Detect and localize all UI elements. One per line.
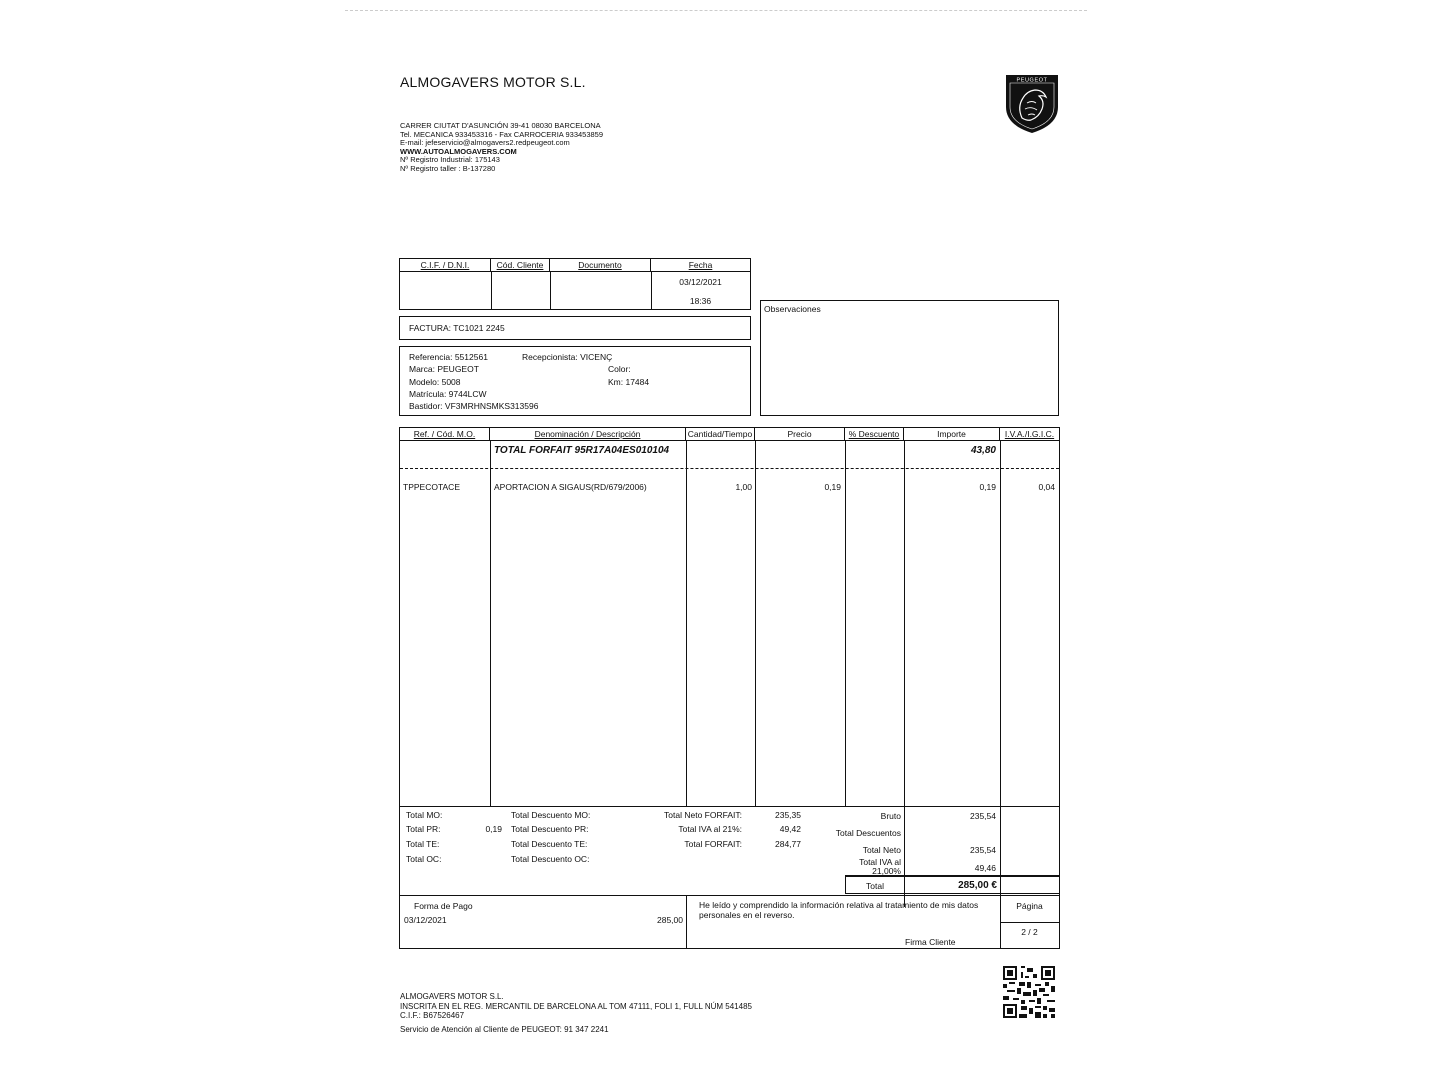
matricula: Matrícula: 9744LCW bbox=[409, 389, 487, 399]
top-divider bbox=[345, 10, 1087, 11]
total-iva-label-line1: Total IVA al bbox=[859, 857, 901, 867]
email-line: E-mail: jefeservicio@almogavers2.redpeugeot.com bbox=[400, 138, 570, 148]
documento-label: Documento bbox=[550, 259, 651, 271]
col-denominacion-header: Denominación / Descripción bbox=[490, 428, 686, 440]
forfait-importe: 43,80 bbox=[970, 445, 996, 456]
col-descuento-header: % Descuento bbox=[845, 428, 904, 440]
forfait-description: TOTAL FORFAIT 95R17A04ES010104 bbox=[494, 445, 670, 456]
total-iva-value: 49,46 bbox=[974, 863, 996, 873]
row-description: APORTACION A SIGAUS(RD/679/2006) bbox=[494, 482, 647, 492]
referencia: Referencia: 5512561 bbox=[409, 352, 488, 362]
total-pr-label: Total PR: bbox=[406, 824, 441, 834]
fecha-label: Fecha bbox=[688, 260, 713, 270]
address-line: CARRER CIUTAT D'ASUNCIÓN 39-41 08030 BARCELONA bbox=[400, 121, 601, 130]
observaciones-label: Observaciones bbox=[764, 304, 821, 314]
privacy-text bbox=[699, 900, 978, 920]
bruto-label: Bruto bbox=[880, 811, 901, 821]
website-line: WWW.AUTOALMOGAVERS.COM bbox=[400, 146, 517, 156]
desc-mo-label: Total Descuento MO: bbox=[511, 810, 591, 820]
company-address bbox=[400, 122, 603, 174]
factura-number: FACTURA: TC1021 2245 bbox=[409, 323, 505, 333]
peugeot-logo-icon bbox=[1003, 73, 1061, 135]
modelo: Modelo: 5008 bbox=[409, 377, 461, 387]
cod-cliente-label: Cód. Cliente bbox=[491, 259, 550, 271]
privacy-line2: personales en el reverso. bbox=[699, 910, 795, 920]
registro-taller: Nº Registro taller : B-137280 bbox=[400, 163, 496, 173]
bastidor: Bastidor: VF3MRHNSMKS313596 bbox=[409, 401, 539, 411]
col-ref-header: Ref. / Cód. M.O. bbox=[400, 428, 490, 440]
footer bbox=[400, 992, 752, 1034]
footer-company: ALMOGAVERS MOTOR S.L. bbox=[400, 992, 504, 1001]
neto-forfait-label: Total Neto FORFAIT: bbox=[664, 810, 742, 820]
payment-date: 03/12/2021 bbox=[404, 915, 447, 925]
col-cantidad-header: Cantidad/Tiempo bbox=[686, 428, 755, 440]
observaciones-box bbox=[760, 300, 1059, 416]
col-precio-header: Precio bbox=[755, 428, 845, 440]
desc-pr-label: Total Descuento PR: bbox=[511, 824, 589, 834]
marca: Marca: PEUGEOT bbox=[409, 364, 479, 374]
total-pr-value: 0,19 bbox=[485, 824, 502, 834]
forfait-separator bbox=[400, 468, 1059, 469]
iva21-label: Total IVA al 21%: bbox=[678, 824, 742, 834]
lines-table bbox=[399, 427, 1060, 896]
registro-industrial: Nº Registro Industrial: 175143 bbox=[400, 155, 500, 165]
total-mo-label: Total MO: bbox=[406, 810, 443, 820]
row-iva: 0,04 bbox=[1038, 482, 1055, 492]
desc-oc-label: Total Descuento OC: bbox=[511, 854, 590, 864]
row-precio: 0,19 bbox=[824, 482, 841, 492]
grand-total-value: 285,00 € bbox=[958, 880, 997, 891]
color: Color: bbox=[608, 364, 631, 374]
col-iva-header: I.V.A./I.G.I.C. bbox=[1004, 429, 1055, 439]
recepcionista: Recepcionista: VICENÇ bbox=[522, 352, 613, 362]
km: Km: 17484 bbox=[608, 377, 650, 387]
logo-text: PEUGEOT bbox=[1016, 77, 1048, 84]
total-descuentos-label: Total Descuentos bbox=[835, 828, 901, 838]
payment-amount: 285,00 bbox=[657, 915, 683, 925]
vehicle-box bbox=[399, 346, 751, 416]
total-oc-label: Total OC: bbox=[406, 854, 442, 864]
hora-value: 18:36 bbox=[689, 296, 712, 306]
cif-label: C.I.F. / D.N.I. bbox=[400, 259, 491, 271]
pagina-label: Página bbox=[1016, 901, 1043, 911]
totals-divider bbox=[400, 806, 1059, 807]
grand-total-label: Total bbox=[866, 881, 884, 891]
footer-registro: INSCRITA EN EL REG. MERCANTIL DE BARCELONA AL TOM 47111, FOLI 1, FULL NÚM 541485 bbox=[400, 1001, 752, 1011]
footer-cif: C.I.F.: B67526467 bbox=[400, 1011, 465, 1020]
total-iva-label bbox=[820, 858, 901, 876]
factura-box bbox=[399, 316, 751, 340]
grand-total-box bbox=[845, 875, 1059, 894]
total-te-label: Total TE: bbox=[406, 839, 440, 849]
forfait-total-label: Total FORFAIT: bbox=[684, 839, 742, 849]
col-importe-header: Importe bbox=[904, 428, 1000, 440]
total-iva-label-line2: 21,00% bbox=[872, 866, 901, 876]
fecha-value: 03/12/2021 bbox=[679, 277, 722, 287]
pagina-value: 2 / 2 bbox=[1021, 927, 1038, 937]
neto-forfait-value: 235,35 bbox=[775, 810, 801, 820]
row-cantidad: 1,00 bbox=[735, 482, 752, 492]
payment-box bbox=[399, 895, 1060, 949]
footer-service: Servicio de Atención al Cliente de PEUGEOT: 91 347 2241 bbox=[400, 1024, 609, 1034]
iva21-value: 49,42 bbox=[779, 824, 801, 834]
forfait-total-value: 284,77 bbox=[775, 839, 801, 849]
header-table bbox=[399, 258, 751, 310]
bruto-value: 235,54 bbox=[970, 811, 996, 821]
row-importe: 0,19 bbox=[979, 482, 996, 492]
forma-pago-label: Forma de Pago bbox=[414, 901, 473, 911]
row-ref: TPPECOTACE bbox=[403, 482, 460, 492]
total-neto-label: Total Neto bbox=[862, 845, 901, 855]
phone-line: Tel. MECANICA 933453316 - Fax CARROCERIA 933453859 bbox=[400, 129, 604, 139]
company-name: ALMOGAVERS MOTOR S.L. bbox=[400, 74, 586, 90]
firma-cliente-label: Firma Cliente bbox=[905, 937, 956, 947]
privacy-line1: He leído y comprendido la información relativa al tratamiento de mis datos bbox=[699, 900, 979, 910]
total-neto-value: 235,54 bbox=[970, 845, 996, 855]
desc-te-label: Total Descuento TE: bbox=[511, 839, 588, 849]
qr-code-icon bbox=[1003, 966, 1055, 1018]
